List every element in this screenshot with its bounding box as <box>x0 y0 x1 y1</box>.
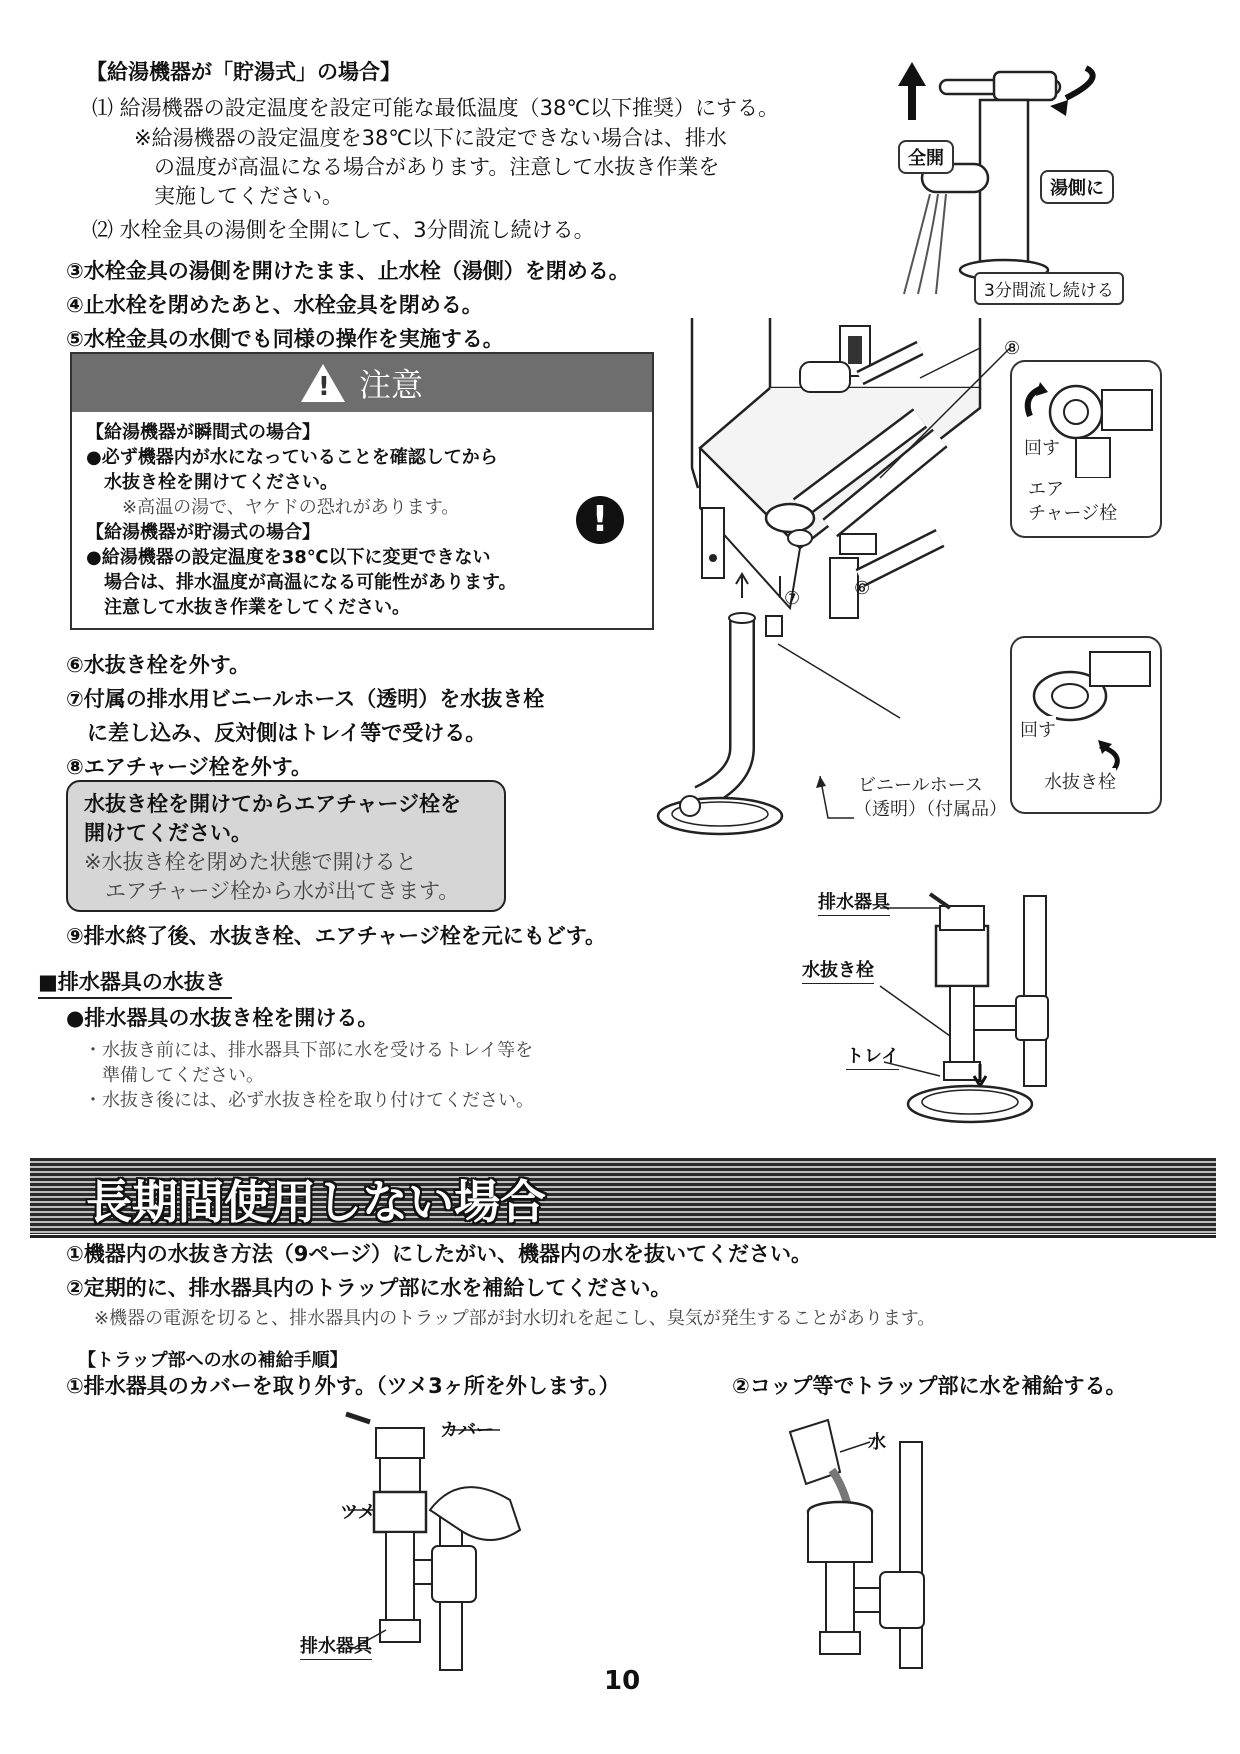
full-open-label: 全開 <box>898 140 954 174</box>
caution-body <box>86 420 626 620</box>
caution-line: ●給湯機器の設定温度を38℃以下に変更できない <box>86 547 491 568</box>
mandatory-icon: ! <box>576 496 624 544</box>
drain-note: ・水抜き後には、必ず水抜き栓を取り付けてください。 <box>84 1090 534 1111</box>
step-4: ④止水栓を閉めたあと、水栓金具を閉める。 <box>66 293 483 317</box>
water-label: 水 <box>868 1432 886 1453</box>
note-line: 水抜き栓を開けてからエアチャージ栓を <box>84 792 461 816</box>
caution-line: 【給湯機器が瞬間式の場合】 <box>86 422 320 443</box>
num-6: ⑥ <box>854 578 871 599</box>
step-9: ⑨排水終了後、水抜き栓、エアチャージ栓を元にもどす。 <box>66 924 607 948</box>
caution-title: 注意 <box>358 366 423 404</box>
drain-fixture-label: 排水器具 <box>818 890 890 916</box>
substep-1: ⑴ 給湯機器の設定温度を設定可能な最低温度（38℃以下推奨）にする。 <box>92 96 779 120</box>
drain-plug-label: 水抜き栓 <box>1044 768 1116 794</box>
claw-label: ツメ <box>340 1502 376 1523</box>
note-line: ※水抜き栓を閉めた状態で開けると <box>84 850 417 874</box>
warning-triangle-icon: ! <box>301 364 345 402</box>
drain-fixture-label-2: 排水器具 <box>300 1634 372 1660</box>
note-line: ※給湯機器の設定温度を38℃以下に設定できない場合は、排水 <box>134 126 727 150</box>
storage-type-heading: 【給湯機器が「貯湯式」の場合】 <box>86 60 401 84</box>
step-8: ⑧エアチャージ栓を外す。 <box>66 755 313 779</box>
step-6: ⑥水抜き栓を外す。 <box>66 653 251 677</box>
page-number: 10 <box>604 1666 641 1696</box>
substep-2: ⑵ 水栓金具の湯側を全開にして、3分間流し続ける。 <box>92 218 595 242</box>
long-term-item-1: ①機器内の水抜き方法（9ページ）にしたがい、機器内の水を抜いてください。 <box>66 1242 812 1266</box>
procedure-heading: 【トラップ部への水の補給手順】 <box>78 1350 348 1371</box>
procedure-step-1: ①排水器具のカバーを取り外す。（ツメ3ヶ所を外します。） <box>66 1374 620 1398</box>
procedure-step-2: ②コップ等でトラップ部に水を補給する。 <box>732 1374 1127 1398</box>
hot-side-label: 湯側に <box>1040 170 1114 204</box>
caution-line: 【給湯機器が貯湯式の場合】 <box>86 522 320 543</box>
step-7-cont: に差し込み、反対側はトレイ等で受ける。 <box>66 721 487 745</box>
cover-removal-illustration <box>340 1410 540 1670</box>
note-line: の温度が高温になる場合があります。注意して水抜き作業を <box>154 155 720 179</box>
drain-note: ・水抜き前には、排水器具下部に水を受けるトレイ等を <box>84 1040 534 1061</box>
step-5: ⑤水栓金具の水側でも同様の操作を実施する。 <box>66 327 504 351</box>
long-term-title: 長期間使用しない場合 <box>86 1175 546 1229</box>
substep-1-note <box>134 124 727 211</box>
air-charge-note-box <box>66 780 506 912</box>
caution-header <box>72 354 652 412</box>
caution-line: ※高温の湯で、ヤケドの恐れがあります。 <box>86 497 460 518</box>
long-term-note: ※機器の電源を切ると、排水器具内のトラップ部が封水切れを起こし、臭気が発生することがあります。 <box>94 1308 936 1329</box>
note-line: 開けてください。 <box>84 821 252 845</box>
step-3: ③水栓金具の湯側を開けたまま、止水栓（湯側）を閉める。 <box>66 259 630 283</box>
note-line: エアチャージ栓から水が出てきます。 <box>84 879 460 903</box>
long-term-item-2: ②定期的に、排水器具内のトラップ部に水を補給してください。 <box>66 1276 672 1300</box>
steps-6-8 <box>66 648 544 784</box>
caution-line: 場合は、排水温度が高温になる可能性があります。 <box>86 572 517 593</box>
tray-label: トレイ <box>846 1044 899 1070</box>
num-8: ⑧ <box>1004 338 1021 359</box>
turn-label-1: 回す <box>1024 434 1060 460</box>
flow-3min-label: 3分間流し続ける <box>974 272 1124 305</box>
caution-line: 注意して水抜き作業をしてください。 <box>86 597 410 618</box>
caution-box <box>70 352 654 630</box>
caution-line: ●必ず機器内が水になっていることを確認してから <box>86 447 498 468</box>
drain-plug-label-2: 水抜き栓 <box>802 958 874 984</box>
drain-bullet: ●排水器具の水抜き栓を開ける。 <box>66 1006 379 1030</box>
hose-label: ビニールホース （透明）（付属品） <box>854 775 1007 820</box>
drain-fixture-illustration <box>900 886 1080 1136</box>
steps-3-5 <box>66 254 630 356</box>
air-charge-label: エア チャージ栓 <box>1028 479 1118 524</box>
drain-section-heading: ■排水器具の水抜き <box>38 968 232 999</box>
turn-label-2: 回す <box>1020 716 1056 742</box>
cover-label: カバー <box>440 1420 494 1441</box>
step-7: ⑦付属の排水用ビニールホース（透明）を水抜き栓 <box>66 687 545 711</box>
drain-notes <box>84 1038 534 1113</box>
note-line: 実施してください。 <box>154 184 343 208</box>
drain-note: 準備してください。 <box>84 1065 264 1086</box>
caution-line: 水抜き栓を開けてください。 <box>86 472 338 493</box>
num-7: ⑦ <box>784 588 801 609</box>
long-term-banner <box>30 1158 1216 1234</box>
